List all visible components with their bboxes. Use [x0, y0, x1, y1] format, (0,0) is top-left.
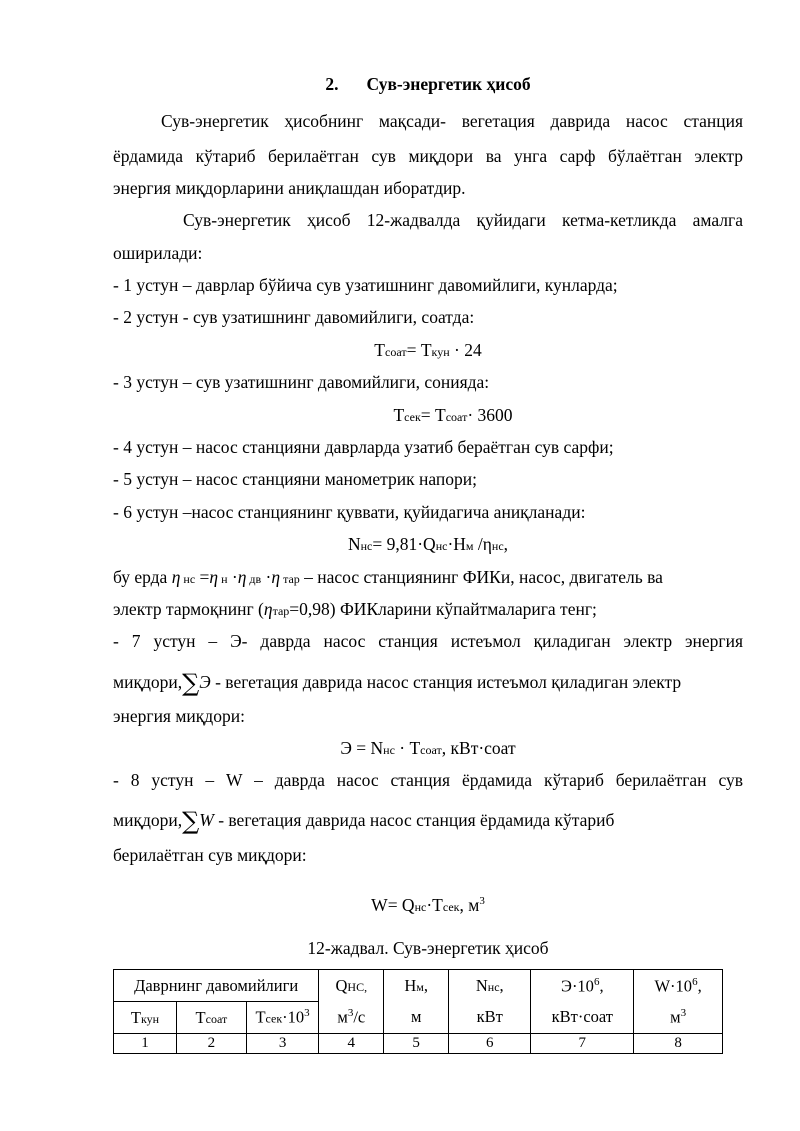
column-number: 8 — [634, 1034, 723, 1054]
table-row — [114, 1034, 723, 1054]
water-energy-table — [113, 969, 723, 1054]
list-item-7-line-2: миқдори,∑Э - вегетация даврида насос станция истеъмол қиладиган электр — [113, 669, 682, 697]
list-item-2: - 2 устун - сув узатишнинг давомийлиги, соатда: — [113, 307, 475, 327]
section-heading — [113, 73, 743, 95]
header-q: QНС, — [319, 970, 384, 1002]
list-item-7-line-1: - 7 устун – Э- даврда насос станция истеъмол қиладиган электр энергия — [113, 631, 743, 651]
paragraph-1-line-3: энергия миқдорларини аниқлашдан иборатдир. — [113, 178, 466, 198]
column-number: 6 — [449, 1034, 531, 1054]
formula-n-ns: Nнс= 9,81·Qнс·Hм /ηнс, — [347, 534, 509, 554]
list-item-8-line-3: берилаётган сув миқдори: — [113, 845, 307, 865]
header-t-kun: Ткун — [114, 1002, 177, 1034]
unit-w: $м^3$ — [634, 1002, 723, 1034]
formula-energy: Э = Nнс · Тсоат, кВт·соат — [340, 738, 516, 758]
list-item-4: - 4 устун – насос станцияни даврларда узатиб бераётган сув сарфи; — [113, 437, 614, 457]
paragraph-2-line-2: оширилади: — [113, 243, 203, 263]
list-item-6: - 6 устун –насос станциянинг қуввати, қуйидагича аниқланади: — [113, 502, 586, 522]
sigma-icon: ∑ — [182, 669, 200, 697]
paragraph-1-line-1: Сув-энергетик ҳисобнинг мақсади- вегетация даврида насос станция — [161, 111, 743, 131]
formula-t-soat: Тсоат= Ткун · 24 — [374, 340, 482, 360]
section-title: Сув-энергетик ҳисоб — [366, 74, 531, 94]
column-number: 2 — [176, 1034, 246, 1054]
formula-t-sek: Тсек= Тсоат· 3600 — [393, 405, 513, 425]
column-number: 3 — [246, 1034, 318, 1054]
table-header-row-1 — [114, 970, 723, 1002]
header-w: $W\cdot 10^6$, — [634, 970, 723, 1002]
unit-n: кВт — [449, 1002, 531, 1034]
header-t-sek: $Тсек\cdot 10^3$ — [246, 1002, 318, 1034]
paragraph-1-line-2: ёрдамида кўтариб берилаётган сув миқдори ва унга сарф бўлаётган электр — [113, 146, 743, 166]
header-e: $Э\cdot 10^6$, — [531, 970, 634, 1002]
list-item-1: - 1 устун – даврлар бўйича сув узатишнинг давомийлиги, кунларда; — [113, 275, 618, 295]
list-item-5: - 5 устун – насос станцияни манометрик напори; — [113, 469, 477, 489]
header-n: Nнс, — [449, 970, 531, 1002]
header-h: Hм, — [384, 970, 449, 1002]
header-t-soat: Тсоат — [176, 1002, 246, 1034]
column-number: 4 — [319, 1034, 384, 1054]
formula-water: W= Qнс·Тсек, $м^3$ — [371, 894, 485, 915]
header-period: Даврнинг давомийлиги — [114, 970, 319, 1002]
list-item-7-line-3: энергия миқдори: — [113, 706, 245, 726]
table-caption: 12-жадвал. Сув-энергетик ҳисоб — [307, 938, 549, 958]
list-item-8-line-2: миқдори,∑W - вегетация даврида насос станция ёрдамида кўтариб — [113, 807, 615, 835]
where-line-1: бу ерда η нс =η н ·η дв ·η тар – насос станциянинг ФИКи, насос, двигатель ва — [113, 567, 663, 587]
sigma-icon: ∑ — [182, 807, 200, 835]
list-item-8-line-1: - 8 устун – W – даврда насос станция ёрдамида кўтариб берилаётган сув — [113, 770, 743, 790]
unit-e: кВт·соат — [531, 1002, 634, 1034]
section-number: 2. — [325, 74, 339, 94]
list-item-3: - 3 устун – сув узатишнинг давомийлиги, сонияда: — [113, 372, 490, 392]
unit-q: $м^3/с$ — [319, 1002, 384, 1034]
column-number: 7 — [531, 1034, 634, 1054]
column-number: 5 — [384, 1034, 449, 1054]
unit-h: м — [384, 1002, 449, 1034]
where-line-2: электр тармоқнинг (ηтар=0,98) ФИКларини кўпайтмаларига тенг; — [113, 599, 597, 619]
table-header-row-2 — [114, 1002, 723, 1034]
paragraph-2-line-1: Сув-энергетик ҳисоб 12-жадвалда қуйидаги кетма-кетликда амалга — [183, 210, 743, 230]
column-number: 1 — [114, 1034, 177, 1054]
